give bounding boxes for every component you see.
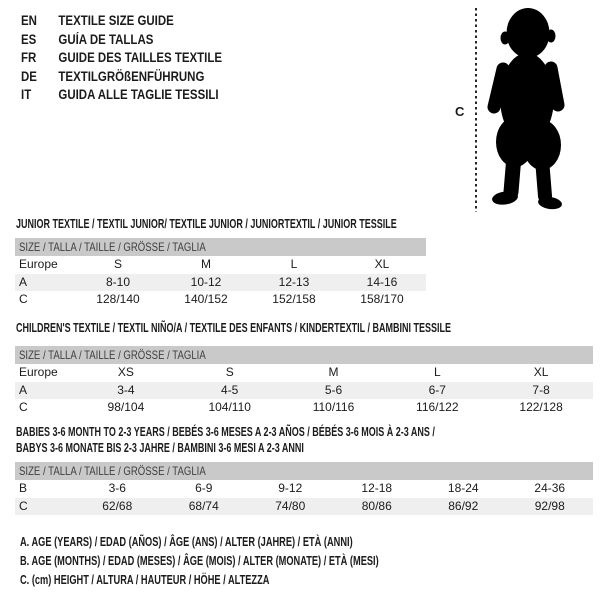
- size-cell: 158/170: [360, 292, 404, 306]
- size-cell: 74/80: [275, 498, 306, 513]
- size-cell: 110/116: [312, 400, 355, 414]
- size-cell: 6-7: [428, 382, 446, 397]
- size-cell: M: [328, 365, 339, 379]
- size-cell: 140/152: [184, 292, 228, 306]
- row-label: C: [19, 400, 28, 414]
- row-label: Europe: [19, 365, 58, 379]
- baby-silhouette-icon: [487, 6, 579, 212]
- size-cell: 4-5: [221, 382, 239, 397]
- size-cell: S: [113, 257, 122, 271]
- size-table-header-label: SIZE / TALLA / TAILLE / GRÖSSE / TAGLIA: [19, 464, 206, 478]
- language-list: [21, 12, 258, 105]
- size-cell: 104/110: [208, 400, 251, 414]
- size-cell: XS: [117, 365, 134, 379]
- size-table-header-label: SIZE / TALLA / TAILLE / GRÖSSE / TAGLIA: [19, 240, 206, 254]
- size-table-header: [15, 462, 593, 480]
- children-table-title: CHILDREN'S TEXTILE / TEXTIL NIÑO/A / TEXTILE DES ENFANTS / KINDERTEXTIL / BAMBINI TESSILE: [16, 321, 452, 335]
- size-cell: 8-10: [105, 274, 131, 289]
- size-table-row: [15, 399, 593, 417]
- height-dotted-line: [475, 8, 477, 212]
- language-code: FR: [21, 50, 37, 65]
- language-row: [21, 86, 222, 105]
- size-table-body: [15, 480, 593, 515]
- row-label: Europe: [19, 257, 58, 271]
- size-cell: 12-18: [361, 481, 393, 495]
- size-cell: L: [433, 365, 441, 379]
- size-table-header: [15, 346, 593, 364]
- size-cell: 152/158: [272, 292, 316, 306]
- row-label: C: [19, 498, 28, 513]
- language-row: [21, 12, 222, 31]
- size-cell: 62/68: [102, 498, 133, 513]
- legend-line: A. AGE (YEARS) / EDAD (AÑOS) / ÂGE (ANS) / ALTER (JAHRE) / ETÀ (ANNI): [20, 535, 353, 549]
- size-cell: 6-9: [195, 481, 213, 495]
- row-label: A: [19, 274, 28, 289]
- size-table-row: [15, 291, 426, 309]
- height-label: C: [455, 104, 465, 119]
- language-code: ES: [21, 31, 37, 47]
- size-cell: 92/98: [534, 498, 565, 513]
- size-table-body: [15, 364, 593, 417]
- size-table: [15, 346, 593, 417]
- size-table-row: [15, 256, 426, 274]
- row-label: B: [19, 481, 28, 495]
- legend: [20, 533, 505, 590]
- size-table: [15, 462, 593, 515]
- size-cell: 80/86: [361, 498, 392, 513]
- legend-line: C. (cm) HEIGHT / ALTURA / HAUTEUR / HÖHE / ALTEZZA: [20, 573, 270, 587]
- size-cell: L: [290, 257, 298, 271]
- size-cell: 128/140: [96, 292, 140, 306]
- babies-table-title-line2: BABYS 3-6 MONATE BIS 2-3 JAHRE / BAMBINI 3-6 MESI A 2-3 ANNI: [16, 441, 304, 455]
- size-cell: 12-13: [278, 274, 310, 289]
- size-table-row: [15, 480, 593, 498]
- row-label: A: [19, 382, 28, 397]
- size-cell: 68/74: [188, 498, 219, 513]
- junior-table-title: JUNIOR TEXTILE / TEXTIL JUNIOR/ TEXTILE JUNIOR / JUNIORTEXTIL / JUNIOR TESSILE: [16, 217, 397, 231]
- language-row: [21, 68, 222, 87]
- size-table-row: [15, 364, 593, 382]
- language-title: GUIDE DES TAILLES TEXTILE: [58, 50, 223, 65]
- size-cell: 5-6: [324, 382, 343, 397]
- size-cell: 116/122: [416, 400, 459, 414]
- language-row: [21, 49, 222, 68]
- language-code: EN: [21, 13, 37, 28]
- size-table: [15, 238, 426, 309]
- size-cell: 7-8: [532, 382, 550, 397]
- size-table-row: [15, 274, 426, 292]
- size-cell: S: [225, 365, 234, 379]
- size-cell: 3-6: [108, 481, 126, 495]
- language-code: DE: [21, 68, 37, 84]
- size-cell: XL: [374, 257, 390, 271]
- babies-table-title-line1: BABIES 3-6 MONTH TO 2-3 YEARS / BEBÉS 3-6 MESES A 2-3 AÑOS / BÉBÉS 3-6 MOIS À 2-3 ANS /: [16, 425, 435, 439]
- size-table-body: [15, 256, 426, 309]
- size-table-row: [15, 382, 593, 400]
- size-cell: 98/104: [107, 400, 145, 414]
- size-cell: 10-12: [190, 274, 222, 289]
- language-title: GUIDA ALLE TAGLIE TESSILI: [58, 87, 219, 102]
- babies-table-title: [16, 424, 435, 456]
- size-cell: 86/92: [448, 498, 479, 513]
- legend-line: B. AGE (MONTHS) / EDAD (MESES) / ÂGE (MOIS) / ALTER (MONATE) / ETÀ (MESI): [20, 554, 379, 568]
- language-title: TEXTILE SIZE GUIDE: [58, 13, 174, 28]
- size-cell: 14-16: [366, 274, 398, 289]
- size-cell: XL: [533, 365, 549, 379]
- size-cell: 9-12: [278, 481, 303, 495]
- size-cell: 18-24: [447, 481, 479, 495]
- language-title: GUÍA DE TALLAS: [58, 31, 154, 47]
- language-code: IT: [21, 87, 32, 102]
- size-table-header: [15, 238, 426, 256]
- size-cell: 24-36: [534, 481, 566, 495]
- language-row: [21, 31, 222, 50]
- size-table-row: [15, 498, 593, 516]
- row-label: C: [19, 292, 28, 306]
- size-cell: M: [201, 257, 211, 271]
- size-table-header-label: SIZE / TALLA / TAILLE / GRÖSSE / TAGLIA: [19, 348, 206, 362]
- language-title: TEXTILGRÖßENFÜHRUNG: [58, 68, 205, 84]
- size-cell: 3-4: [117, 382, 135, 397]
- size-cell: 122/128: [519, 400, 563, 414]
